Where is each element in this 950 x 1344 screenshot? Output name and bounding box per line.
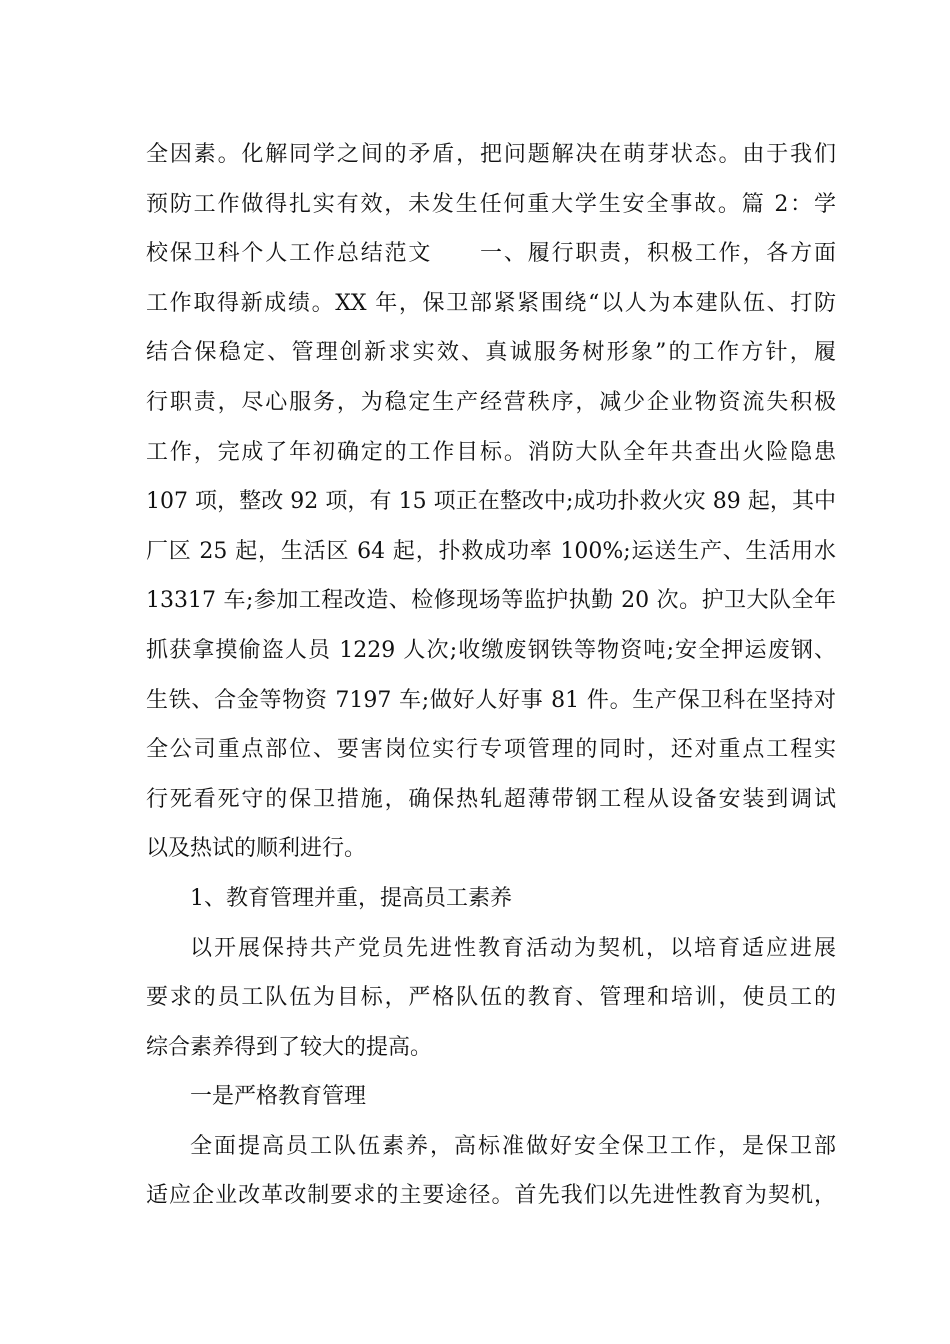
section-heading: 1、教育管理并重，提高员工素养 [190,885,512,911]
paragraph-end-line: 以及热试的顺利进行。 [146,836,367,862]
text-line: 107 项，整改 92 项，有 15 项正在整改中;成功扑救火灾 89 起，其中 [146,489,836,515]
text-line: 13317 车;参加工程改造、检修现场等监护执勤 20 次。护卫大队全年 [146,588,836,614]
text-line: 全公司重点部位、要害岗位实行专项管理的同时，还对重点工程实 [146,737,836,763]
paragraph-first-line: 全面提高员工队伍素养，高标准做好安全保卫工作，是保卫部 [190,1133,836,1159]
text-line: 工作，完成了年初确定的工作目标。消防大队全年共查出火险隐患 [146,439,836,465]
text-line: 结合保稳定、管理创新求实效、真诚服务树形象”的工作方针，履 [146,340,836,366]
text-line: 生铁、合金等物资 7197 车;做好人好事 81 件。生产保卫科在坚持对 [146,687,836,713]
text-line: 工作取得新成绩。XX 年，保卫部紧紧围绕“以人为本建队伍、打防 [146,290,836,316]
text-line: 全因素。化解同学之间的矛盾，把问题解决在萌芽状态。由于我们 [146,142,836,167]
text-line: 厂区 25 起，生活区 64 起，扑救成功率 100%;运送生产、生活用水 [146,538,836,564]
subsection-heading: 一是严格教育管理 [190,1084,367,1110]
paragraph-end-line: 综合素养得到了较大的提高。 [146,1034,433,1060]
text-line: 适应企业改革改制要求的主要途径。首先我们以先进性教育为契机， [146,1183,836,1209]
document-page [146,130,836,1221]
text-line: 校保卫科个人工作总结范文 一、履行职责，积极工作，各方面 [146,241,836,267]
text-line: 行职责，尽心服务，为稳定生产经营秩序，减少企业物资流失积极 [146,389,836,415]
text-line: 预防工作做得扎实有效，未发生任何重大学生安全事故。篇 2：学 [146,191,836,217]
paragraph-first-line: 以开展保持共产党员先进性教育活动为契机，以培育适应进展 [190,935,836,961]
text-line: 要求的员工队伍为目标，严格队伍的教育、管理和培训，使员工的 [146,985,836,1011]
text-line: 行死看死守的保卫措施，确保热轧超薄带钢工程从设备安装到调试 [146,786,836,812]
text-line: 抓获拿摸偷盗人员 1229 人次;收缴废钢铁等物资吨;安全押运废钢、 [146,637,836,663]
